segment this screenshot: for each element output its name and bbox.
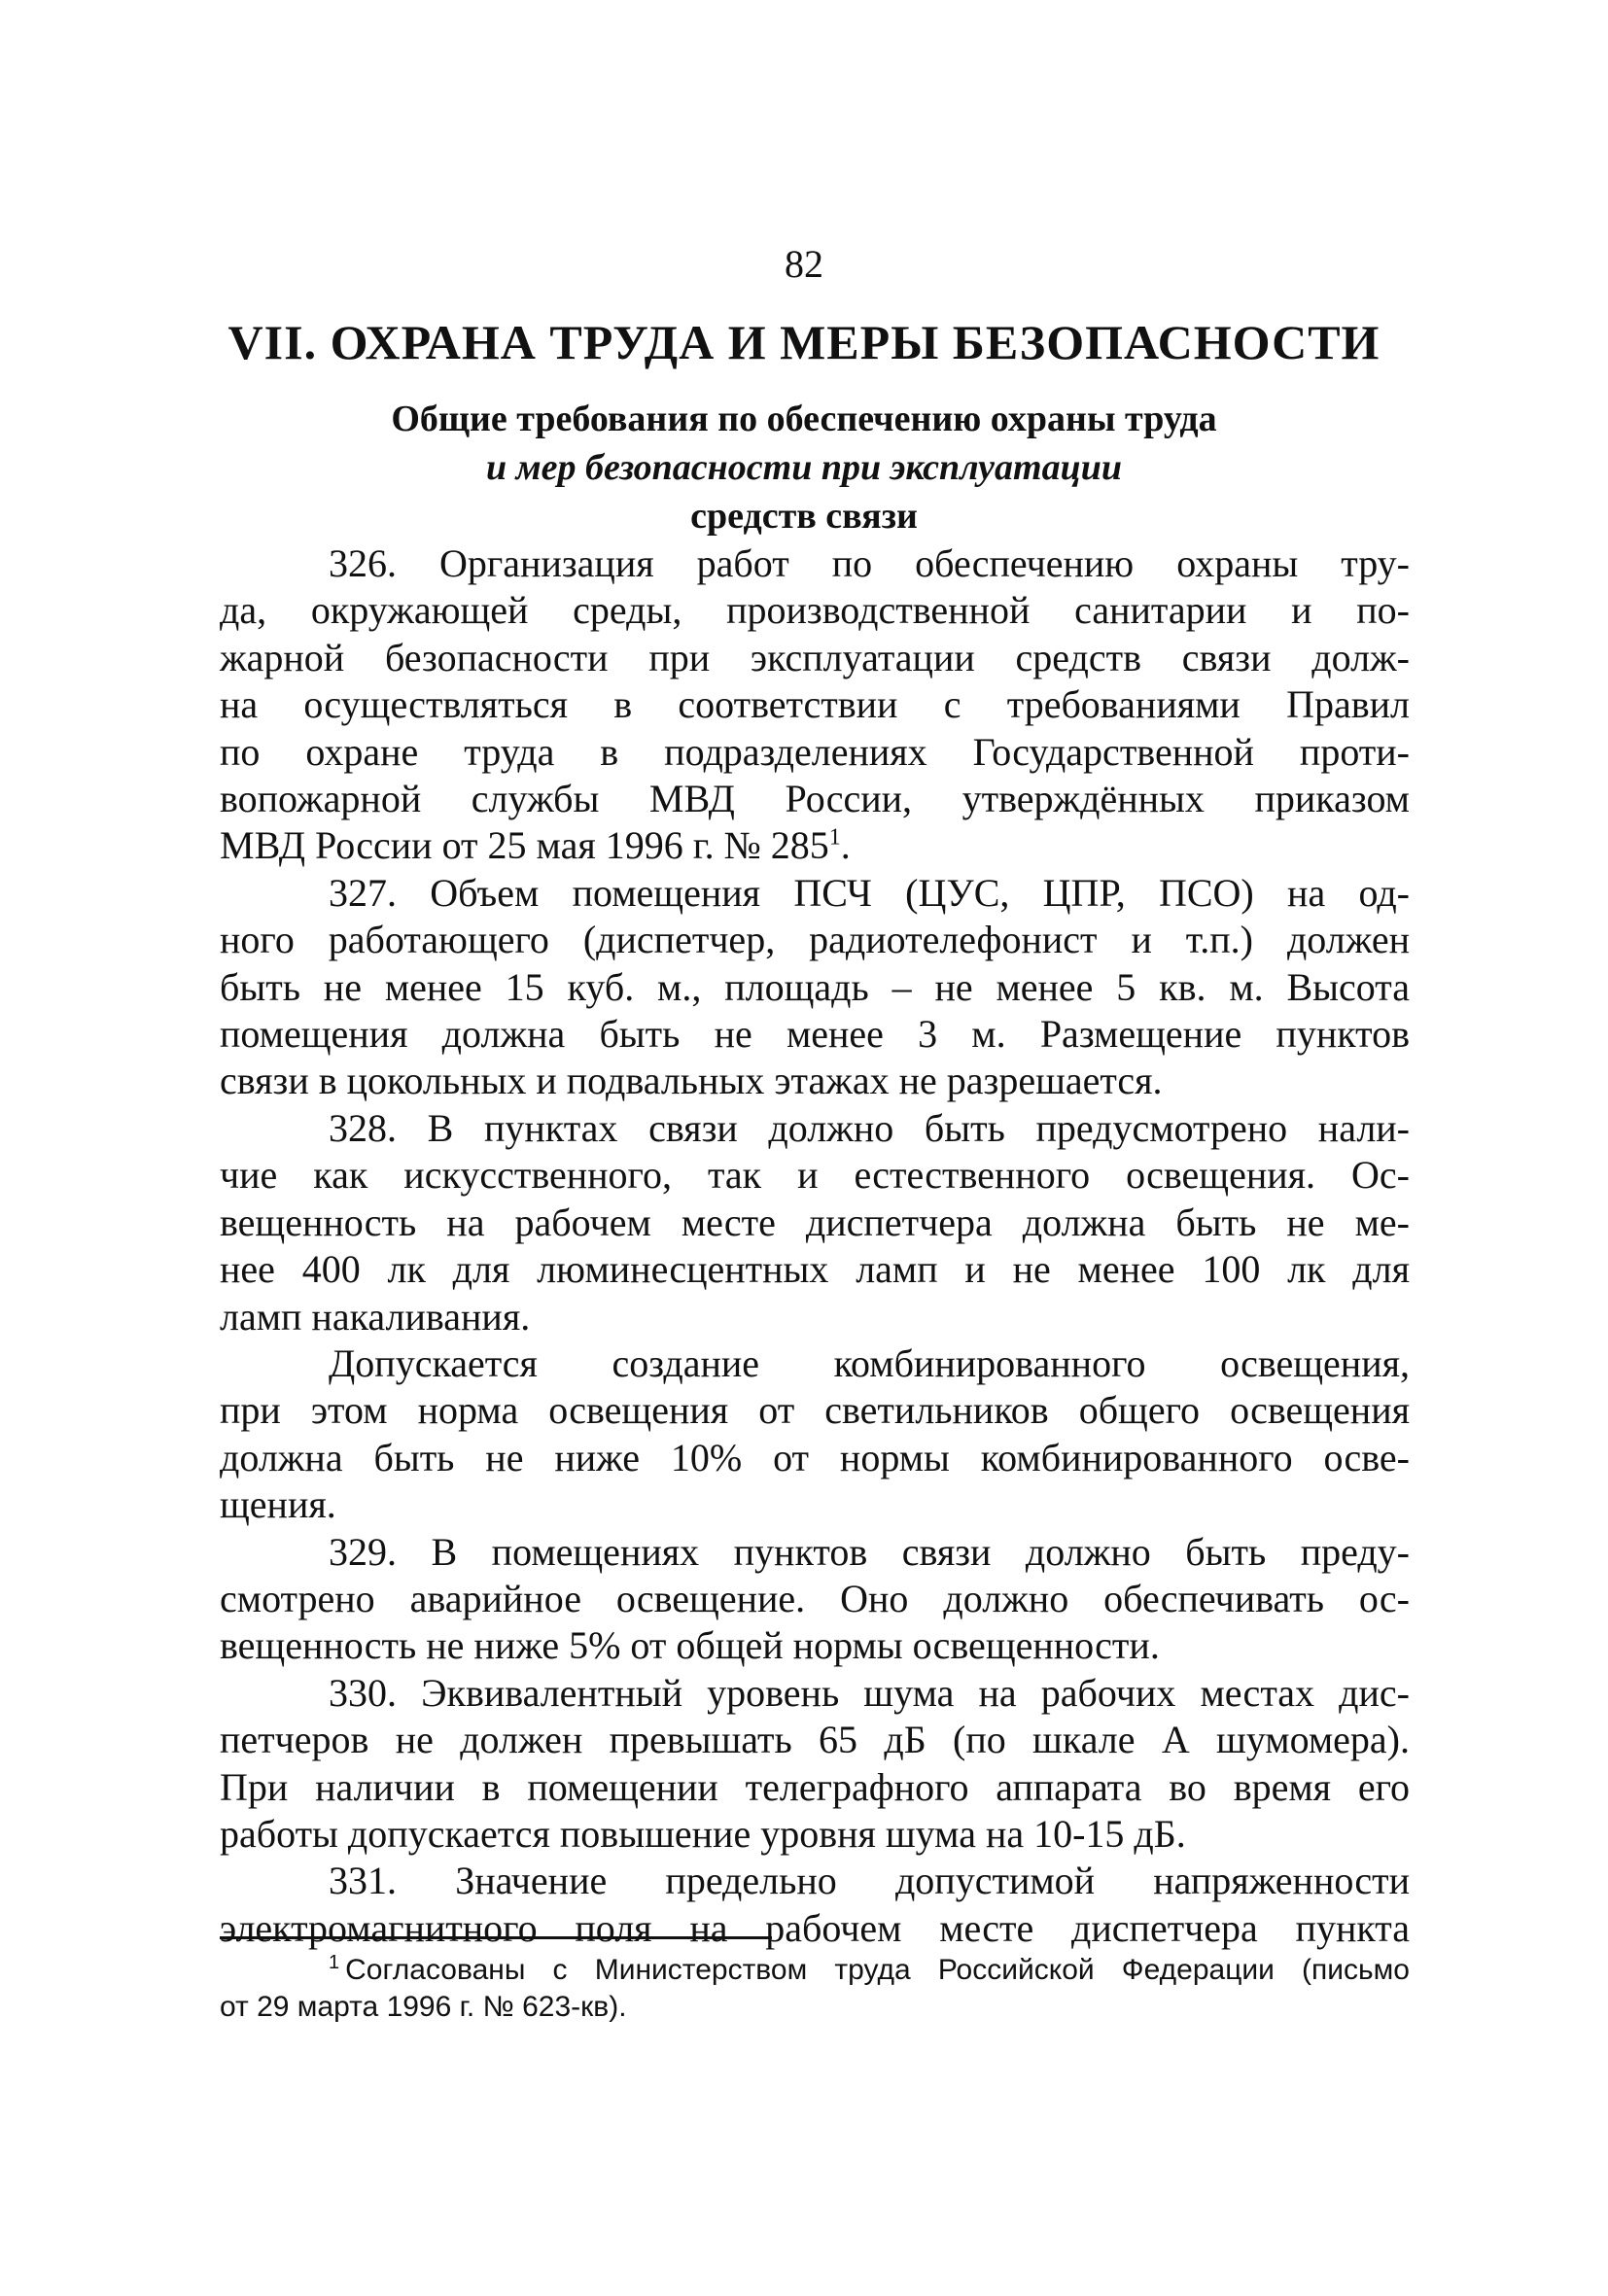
paragraph-line: 331. Значение предельно допустимой напряженности <box>329 1859 1410 1903</box>
paragraph-330 <box>220 1670 1410 1859</box>
paragraph-line: на осуществляться в соответствии с требованиями Правил <box>220 682 1410 727</box>
paragraph-line: работы допускается повышение уровня шума на 10-15 дБ. <box>220 1811 1186 1856</box>
paragraph-line-end: . <box>840 823 851 868</box>
paragraph-line: жарной безопасности при эксплуатации средств связи долж- <box>220 635 1410 679</box>
footnote-reference: 1 <box>828 825 841 852</box>
paragraph-line: Допускается создание комбинированного освещения, <box>329 1340 1410 1385</box>
paragraph-line: быть не менее 15 куб. м., площадь – не менее 5 кв. м. Высота <box>220 964 1410 1009</box>
paragraph-line: щения. <box>220 1482 336 1527</box>
paragraph-line: должна быть не ниже 10% от нормы комбинированного осве- <box>220 1435 1410 1479</box>
paragraph-329 <box>220 1529 1410 1670</box>
paragraph-line: петчеров не должен превышать 65 дБ (по шкале А шумомера). <box>220 1718 1410 1762</box>
paragraph-326 <box>220 540 1410 870</box>
paragraph-line: ного работающего (диспетчер, радиотелефонист и т.п.) должен <box>220 918 1410 962</box>
paragraph-line-text: МВД России от 25 мая 1996 г. № 285 <box>220 823 829 868</box>
paragraph-line: вещенность на рабочем месте диспетчера должна быть не ме- <box>220 1200 1410 1244</box>
paragraph-line: смотрено аварийное освещение. Оно должно обеспечивать ос- <box>220 1576 1410 1620</box>
paragraph-line: вещенность не ниже 5% от общей нормы освещенности. <box>220 1623 1160 1668</box>
section-heading-line-2: и мер безопасности при эксплуатации <box>485 447 1122 488</box>
paragraph-line: чие как искусственного, так и естественного освещения. Ос- <box>220 1153 1410 1198</box>
footnote <box>220 1952 1410 2026</box>
footnote-line-text: Согласованы с Министерством труда Российской Федерации (письмо <box>345 1954 1410 1986</box>
paragraph-line: при этом норма освещения от светильников общего освещения <box>220 1388 1410 1433</box>
paragraph-327 <box>220 870 1410 1105</box>
paragraph-line: 327. Объем помещения ПСЧ (ЦУС, ЦПР, ПСО) на од- <box>329 870 1410 915</box>
section-heading-line-3: средств связи <box>690 496 918 537</box>
paragraph-line: связи в цокольных и подвальных этажах не разрешается. <box>220 1059 1163 1103</box>
footnote-divider <box>220 1936 772 1939</box>
paragraph-last-line <box>220 822 1410 869</box>
paragraph-line: 330. Эквивалентный уровень шума на рабочих местах дис- <box>329 1670 1410 1715</box>
body-text <box>220 540 1410 1952</box>
paragraph-line: да, окружающей среды, производственной санитарии и по- <box>220 588 1410 633</box>
paragraph-line: При наличии в помещении телеграфного аппарата во время его <box>220 1764 1410 1809</box>
paragraph-line: ламп накаливания. <box>220 1294 531 1339</box>
paragraph-line: нее 400 лк для люминесцентных ламп и не менее 100 лк для <box>220 1247 1410 1292</box>
page-number: 82 <box>785 242 823 286</box>
footnote-marker: 1 <box>329 1952 340 1973</box>
footnote-line: от 29 марта 1996 г. № 623-кв). <box>220 1991 627 2023</box>
paragraph-line: 329. В помещениях пунктов связи должно быть преду- <box>329 1529 1410 1574</box>
chapter-title: VII. ОХРАНА ТРУДА И МЕРЫ БЕЗОПАСНОСТИ <box>227 315 1381 369</box>
paragraph-line: 326. Организация работ по обеспечению охраны тру- <box>329 541 1410 585</box>
paragraph-line: 328. В пунктах связи должно быть предусмотрено нали- <box>329 1105 1410 1150</box>
section-heading-line-1: Общие требования по обеспечению охраны труда <box>391 399 1217 439</box>
paragraph-line: электромагнитного поля на рабочем месте диспетчера пункта <box>220 1905 1410 1950</box>
paragraph-line: помещения должна быть не менее 3 м. Размещение пунктов <box>220 1012 1410 1057</box>
paragraph-328-continued <box>220 1340 1410 1529</box>
paragraph-line: по охране труда в подразделениях Государственной проти- <box>220 729 1410 774</box>
paragraph-328 <box>220 1105 1410 1340</box>
footnote-line <box>220 1952 1410 1989</box>
section-heading <box>214 395 1394 540</box>
paragraph-line: вопожарной службы МВД России, утверждённых приказом <box>220 777 1410 821</box>
